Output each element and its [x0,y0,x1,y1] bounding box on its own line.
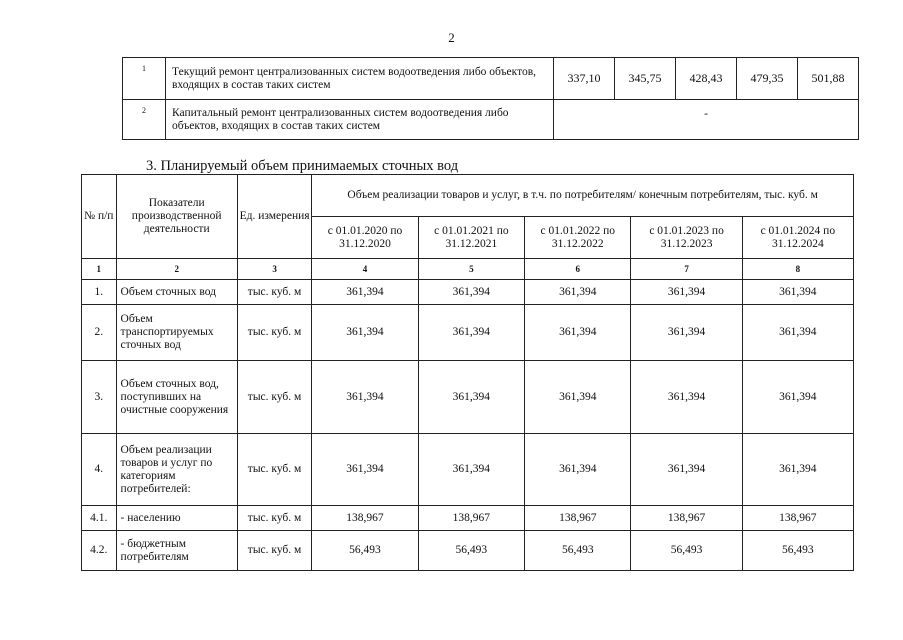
header-num: № п/п [82,175,117,259]
row-unit: тыс. куб. м [237,280,311,305]
row-value: 361,394 [525,361,631,434]
row-value: 361,394 [631,305,742,361]
page-number: 2 [448,30,455,45]
index-row [82,259,854,280]
row-value: 361,394 [631,361,742,434]
row-unit: тыс. куб. м [237,506,311,531]
table-row [82,531,854,571]
row-value: 56,493 [418,531,524,571]
row-unit: тыс. куб. м [237,531,311,571]
row-value: 56,493 [631,531,742,571]
row-name: - населению [116,506,237,531]
row-num: 2. [82,305,117,361]
index-cell: 8 [742,259,853,280]
row-value: 138,967 [312,506,418,531]
row-value: 361,394 [742,280,853,305]
header-row [82,175,854,217]
row-unit: тыс. куб. м [237,434,311,506]
row-value: 361,394 [742,434,853,506]
row-num: 4. [82,434,117,506]
row-description: Капитальный ремонт централизованных систем водоотведения либо объектов, входящих в состав таких систем [166,100,554,140]
row-name: Объем реализации товаров и услуг по категориям потребителей: [116,434,237,506]
row-num: 4.2. [82,531,117,571]
row-value: 138,967 [418,506,524,531]
row-value: 361,394 [312,434,418,506]
table-row [82,434,854,506]
cell-value: 428,43 [676,58,737,100]
header-period: с 01.01.2022 по 31.12.2022 [525,217,631,259]
row-value: 361,394 [312,361,418,434]
cell-value: 345,75 [615,58,676,100]
header-indicator: Показатели производственной деятельности [116,175,237,259]
row-value: 361,394 [525,434,631,506]
row-value: 361,394 [418,280,524,305]
cell-value: 479,35 [737,58,798,100]
cell-value: 337,10 [554,58,615,100]
index-cell: 7 [631,259,742,280]
row-num: 4.1. [82,506,117,531]
index-cell: 2 [116,259,237,280]
row-value: 361,394 [525,280,631,305]
section-title: 3. Планируемый объем принимаемых сточных вод [146,158,459,174]
index-cell: 6 [525,259,631,280]
table-row [82,280,854,305]
row-num: 3. [82,361,117,434]
row-value: 361,394 [312,280,418,305]
table-row [123,58,859,100]
row-value: 361,394 [631,434,742,506]
table-row [123,100,859,140]
header-period: с 01.01.2021 по 31.12.2021 [418,217,524,259]
row-description: Текущий ремонт централизованных систем водоотведения либо объектов, входящих в состав таких систем [166,58,554,100]
row-unit: тыс. куб. м [237,305,311,361]
row-num: 1. [82,280,117,305]
row-value: 138,967 [742,506,853,531]
row-value: 361,394 [418,305,524,361]
index-cell: 3 [237,259,311,280]
header-period: с 01.01.2024 по 31.12.2024 [742,217,853,259]
row-unit: тыс. куб. м [237,361,311,434]
row-name: Объем транспортируемых сточных вод [116,305,237,361]
header-volume: Объем реализации товаров и услуг, в т.ч. по потребителям/ конечным потребителям, тыс. куб. м [312,175,854,217]
row-value: 361,394 [418,361,524,434]
row-number: 1 [123,58,166,100]
index-cell: 5 [418,259,524,280]
row-value: 361,394 [525,305,631,361]
row-value: 56,493 [742,531,853,571]
row-value: 361,394 [312,305,418,361]
row-value: 56,493 [312,531,418,571]
row-name: Объем сточных вод [116,280,237,305]
table-row [82,305,854,361]
index-cell: 1 [82,259,117,280]
header-unit: Ед. измерения [237,175,311,259]
row-value: 56,493 [525,531,631,571]
merged-value: - [554,100,859,140]
row-value: 138,967 [631,506,742,531]
repair-costs-table [122,57,859,140]
row-name: - бюджетным потребителям [116,531,237,571]
index-cell: 4 [312,259,418,280]
row-number: 2 [123,100,166,140]
header-period: с 01.01.2020 по 31.12.2020 [312,217,418,259]
table-row [82,506,854,531]
row-value: 361,394 [631,280,742,305]
row-value: 138,967 [525,506,631,531]
wastewater-volume-table [81,174,854,571]
row-value: 361,394 [742,305,853,361]
cell-value: 501,88 [798,58,859,100]
row-value: 361,394 [418,434,524,506]
header-period: с 01.01.2023 по 31.12.2023 [631,217,742,259]
table-row [82,361,854,434]
row-name: Объем сточных вод, поступивших на очистные сооружения [116,361,237,434]
row-value: 361,394 [742,361,853,434]
